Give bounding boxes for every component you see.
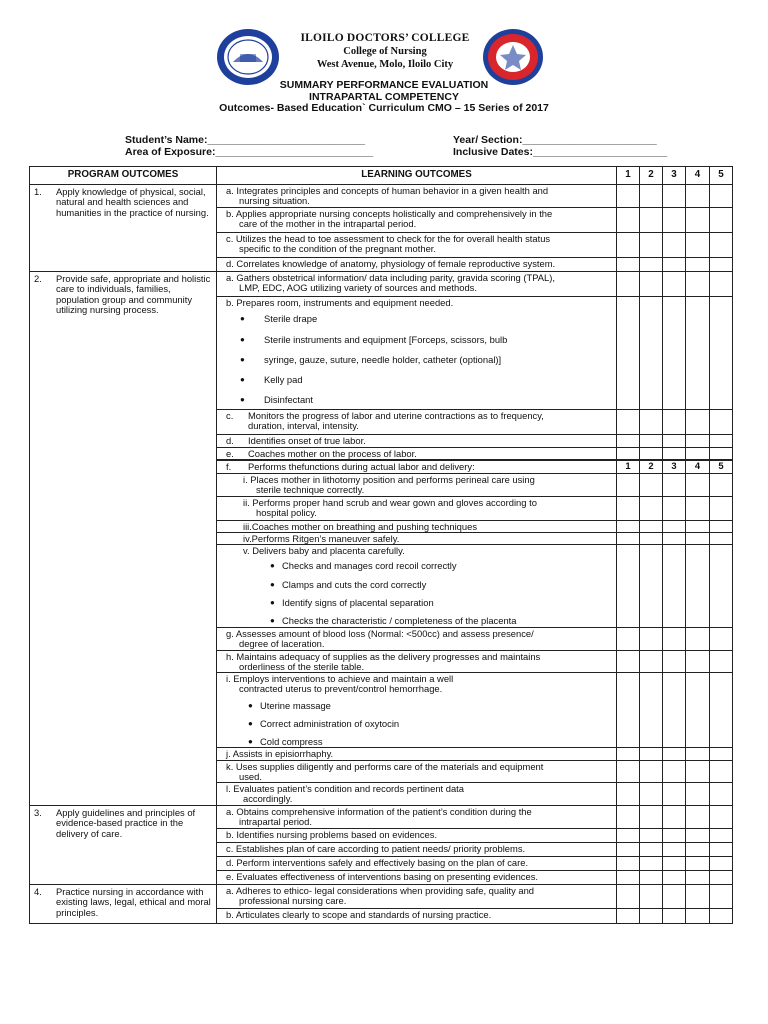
learning-outcome: b. Prepares room, instruments and equipment needed. (226, 297, 454, 308)
bullet-item: Sterile drape (264, 313, 318, 325)
bullet-item: Checks and manages cord recoil correctly (282, 560, 457, 572)
score-cell[interactable] (617, 885, 640, 924)
form-title: SUMMARY PERFORMANCE EVALUATION (279, 79, 489, 91)
sub-outcome-cont: hospital policy. (256, 507, 317, 519)
bullet-icon: ● (270, 597, 275, 607)
score-cell[interactable] (617, 185, 640, 272)
bullet-icon: ● (240, 395, 245, 405)
bullet-icon: ● (270, 579, 275, 589)
score-cell[interactable] (640, 806, 663, 885)
score-cell[interactable] (710, 272, 733, 806)
score-header-1: 1 (617, 167, 640, 185)
sub-outcome: ii. Performs proper hand scrub and wear gown and gloves according to (243, 497, 537, 508)
score-header-5: 5 (710, 167, 733, 185)
score-cell[interactable] (640, 272, 663, 806)
learning-outcome: b. Identifies nursing problems based on evidences. (226, 829, 438, 840)
item-key: f. (226, 461, 232, 472)
score-cell[interactable] (663, 185, 686, 272)
bullet-item: syringe, gauze, suture, needle holder, catheter (optional)] (264, 353, 502, 365)
learning-outcomes (217, 272, 617, 806)
bullet-item: Uterine massage (260, 699, 331, 711)
learning-outcome-cont: specific to the condition of the pregnant mother. (239, 243, 436, 255)
item-key: c. (226, 410, 234, 421)
bullet-item: Disinfectant (264, 394, 313, 406)
bullet-item: Sterile instruments and equipment [Forceps, scissors, bulb (264, 333, 508, 345)
learning-outcome-cont: accordingly. (243, 793, 293, 805)
learning-outcome-cont: LMP, EDC, AOG utilizing variety of sources and methods. (239, 282, 477, 294)
learning-outcome: a. Gathers obstetrical information/ data including parity, gravida scoring (TPAL), (226, 272, 555, 283)
score-cell[interactable] (663, 885, 686, 924)
outcome-text: Apply knowledge of physical, social, natural and health sciences and humanities in the practice of nursing. (56, 186, 209, 218)
learning-outcome: d. Perform interventions safely and effectively basing on the plan of care. (226, 857, 529, 868)
outcome-number: 1. (34, 186, 42, 197)
bullet-icon: ● (270, 616, 275, 626)
learning-outcome: c. Establishes plan of care according to patient needs/ priority problems. (226, 843, 526, 854)
learning-outcomes (217, 885, 617, 924)
learning-outcome-cont: care of the mother in the intrapartal period. (239, 218, 417, 230)
outcome-number: 3. (34, 807, 42, 818)
program-outcomes-header: PROGRAM OUTCOMES (30, 167, 217, 185)
curriculum-line: Outcomes- Based Education` Curriculum CMO – 15 Series of 2017 (219, 102, 549, 114)
program-outcome (30, 806, 217, 885)
bullet-icon: ● (240, 334, 245, 344)
learning-outcome: k. Uses supplies diligently and performs care of the materials and equipment (226, 761, 544, 772)
year-section-field[interactable]: Year/ Section:_______________________ (453, 134, 657, 146)
outcome-number: 2. (34, 273, 42, 284)
bullet-item: Correct administration of oxytocin (260, 717, 400, 729)
learning-outcome-cont: used. (239, 771, 262, 783)
learning-outcome: b. Applies appropriate nursing concepts holistically and comprehensively in the (226, 208, 553, 219)
learning-outcome: Monitors the progress of labor and uterine contractions as to frequency, (248, 410, 544, 421)
learning-outcome: j. Assists in episiorrhaphy. (226, 748, 334, 759)
college-name: ILOILO DOCTORS’ COLLEGE (300, 32, 470, 44)
learning-outcome: a. Obtains comprehensive information of the patient’s condition during the (226, 806, 532, 817)
learning-outcome-cont: orderliness of the sterile table. (239, 661, 365, 673)
learning-outcomes (217, 806, 617, 885)
program-outcome (30, 185, 217, 272)
score-header-4: 4 (686, 167, 710, 185)
item-key: e. (226, 448, 234, 459)
score-cell[interactable] (686, 806, 710, 885)
learning-outcome-cont: nursing situation. (239, 195, 310, 207)
table-header-row (30, 167, 733, 185)
learning-outcome: h. Maintains adequacy of supplies as the delivery progresses and maintains (226, 651, 541, 662)
score-subheader-4: 4 (686, 460, 709, 474)
sub-outcome-cont: sterile technique correctly. (256, 484, 365, 496)
learning-outcome: c. Utilizes the head to toe assessment to check for the for overall health status (226, 233, 551, 244)
program-outcome (30, 272, 217, 806)
score-header-2: 2 (640, 167, 663, 185)
learning-outcome: e. Evaluates effectiveness of interventions basing on presenting evidences. (226, 871, 539, 882)
learning-outcome: a. Integrates principles and concepts of human behavior in a given health and (226, 185, 549, 196)
outcome-row (30, 272, 733, 806)
learning-outcome: l. Evaluates patient’s condition and records pertinent data (226, 783, 465, 794)
form-subtitle: INTRAPARTAL COMPETENCY (309, 90, 459, 103)
score-cell[interactable] (617, 272, 640, 806)
college-header (290, 32, 480, 71)
score-cell[interactable] (710, 806, 733, 885)
outcome-row (30, 885, 733, 924)
score-cell[interactable] (686, 272, 710, 806)
learning-outcome-cont: professional nursing care. (239, 895, 347, 907)
learning-outcome: b. Articulates clearly to scope and standards of nursing practice. (226, 909, 492, 920)
bullet-item: Cold compress (260, 736, 323, 748)
bullet-icon: ● (270, 561, 275, 571)
area-of-exposure-field[interactable]: Area of Exposure:___________________________ (125, 146, 374, 158)
learning-outcome-cont: degree of laceration. (239, 638, 325, 650)
learning-outcomes-header: LEARNING OUTCOMES (217, 167, 617, 185)
outcome-row (30, 806, 733, 885)
learning-outcome: Performs thefunctions during actual labor and delivery: (248, 461, 475, 472)
score-cell[interactable] (686, 185, 710, 272)
college-seal-logo (216, 28, 280, 86)
outcome-row (30, 185, 733, 272)
form-titles (0, 80, 768, 115)
learning-outcome-cont: intrapartal period. (239, 816, 312, 828)
score-subheader-3: 3 (663, 460, 685, 474)
program-outcome (30, 885, 217, 924)
college-department: College of Nursing (343, 46, 427, 57)
outcome-text: Practice nursing in accordance with existing laws, legal, ethical and moral principles. (56, 886, 211, 918)
bullet-icon: ● (248, 718, 253, 728)
score-cell[interactable] (710, 185, 733, 272)
bullet-item: Clamps and cuts the cord correctly (282, 578, 427, 590)
outcome-text: Provide safe, appropriate and holistic care to individuals, families, population group and community utilizing nursing process. (56, 273, 211, 315)
score-cell[interactable] (640, 185, 663, 272)
inclusive-dates-field[interactable]: Inclusive Dates:_______________________ (453, 146, 668, 158)
learning-outcome: Coaches mother on the process of labor. (248, 448, 417, 459)
college-address: West Avenue, Molo, Iloilo City (316, 59, 454, 70)
score-cell[interactable] (663, 806, 686, 885)
sub-outcome: iii.Coaches mother on breathing and pushing techniques (243, 521, 478, 532)
evaluation-table (29, 166, 733, 924)
score-subheader-5: 5 (710, 460, 732, 474)
score-cell[interactable] (663, 272, 686, 806)
outcome-number: 4. (34, 886, 42, 897)
bullet-icon: ● (248, 737, 253, 747)
student-name-field[interactable]: Student’s Name:___________________________ (125, 134, 366, 146)
learning-outcome-cont: contracted uterus to prevent/control hemorrhage. (239, 683, 443, 695)
score-subheader-1: 1 (617, 460, 639, 474)
score-header-3: 3 (663, 167, 686, 185)
bullet-icon: ● (248, 700, 253, 710)
bullet-icon: ● (240, 375, 245, 385)
bullet-item: Checks the characteristic / completeness of the placenta (282, 615, 517, 627)
item-key: d. (226, 435, 234, 446)
sub-outcome: i. Places mother in lithotomy position and performs perineal care using (243, 474, 535, 485)
score-cell[interactable] (710, 885, 733, 924)
learning-outcome: g. Assesses amount of blood loss (Normal: <500cc) and assess presence/ (226, 628, 534, 639)
outcome-text: Apply guidelines and principles of evidence-based practice in the delivery of care. (56, 807, 196, 839)
learning-outcomes (217, 185, 617, 272)
learning-outcome-cont: duration, interval, intensity. (248, 420, 359, 432)
bullet-icon: ● (240, 354, 245, 364)
bullet-item: Identify signs of placental separation (282, 596, 434, 608)
bullet-icon: ● (240, 314, 245, 324)
score-cell[interactable] (686, 885, 710, 924)
learning-outcome: Identifies onset of true labor. (248, 435, 366, 446)
learning-outcome: d. Correlates knowledge of anatomy, physiology of female reproductive system. (226, 258, 556, 269)
score-subheader-2: 2 (640, 460, 662, 474)
sub-outcome: iv.Performs Ritgen’s maneuver safely. (243, 533, 400, 544)
learning-outcome: i. Employs interventions to achieve and maintain a well (226, 673, 454, 684)
bullet-item: Kelly pad (264, 374, 303, 386)
learning-outcome: a. Adheres to ethico- legal considerations when providing safe, quality and (226, 885, 535, 896)
nursing-seal-logo (482, 28, 544, 86)
sub-outcome: v. Delivers baby and placenta carefully. (243, 545, 405, 556)
score-cell[interactable] (640, 885, 663, 924)
score-cell[interactable] (617, 806, 640, 885)
